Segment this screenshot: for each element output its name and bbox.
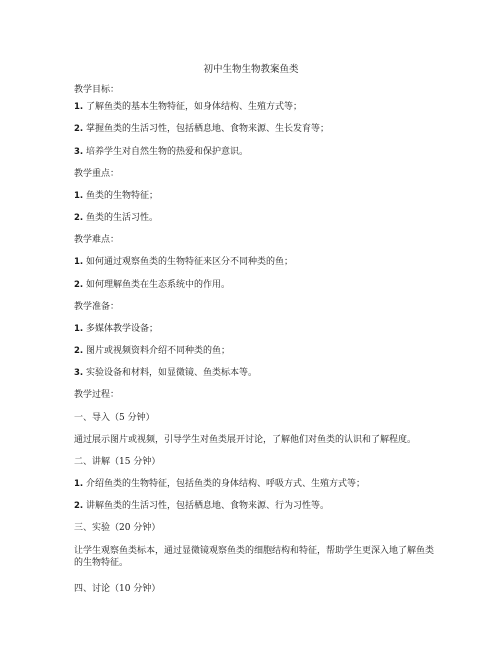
line-text: 实验设备和材料，如显微镜、鱼类标本等。 [83, 368, 258, 378]
line-lecture-2 [74, 500, 434, 512]
line-experiment-text [74, 545, 434, 569]
line-text: 三、实验（20 分钟） [74, 523, 161, 533]
line-objective-1 [74, 101, 434, 113]
line-text: 四、讨论（10 分钟） [74, 584, 161, 594]
line-section-discussion [74, 583, 434, 595]
line-number: 3. [74, 147, 84, 157]
line-text: 通过展示图片或视频，引导学生对鱼类展开讨论，了解他们对鱼类的认识和了解程度。 [74, 435, 417, 445]
line-text: 教学目标： [74, 85, 120, 95]
line-text: 二、讲解（15 分钟） [74, 457, 161, 467]
line-heading-process [74, 389, 434, 401]
line-text: 鱼类的生物特征； [83, 191, 159, 201]
line-number: 2. [74, 213, 84, 223]
line-section-lecture [74, 456, 434, 468]
line-difficulty-1 [74, 256, 434, 268]
line-number: 2. [74, 124, 84, 134]
document-title: 初中生物生物教案鱼类 [203, 64, 299, 75]
line-text: 如何通过观察鱼类的生物特征来区分不同种类的鱼； [83, 257, 294, 267]
line-text: 教学重点： [74, 169, 120, 179]
line-number: 1. [74, 324, 84, 334]
line-section-experiment [74, 522, 434, 534]
line-text: 培养学生对自然生物的热爱和保护意识。 [83, 147, 249, 157]
line-text: 教学难点： [74, 235, 120, 245]
line-text: 了解鱼类的基本生物特征，如身体结构、生殖方式等； [83, 102, 303, 112]
line-text: 鱼类的生活习性。 [83, 213, 159, 223]
line-text: 让学生观察鱼类标本，通过显微镜观察鱼类的细胞结构和特征，帮助学生更深入地了解鱼类的生物特征。 [74, 546, 435, 568]
line-heading-difficulties [74, 234, 434, 246]
line-text: 介绍鱼类的生物特征，包括鱼类的身体结构、呼吸方式、生殖方式等； [83, 479, 366, 489]
line-number: 2. [74, 346, 84, 356]
line-number: 2. [74, 280, 84, 290]
line-objective-2 [74, 123, 434, 135]
line-lecture-1 [74, 478, 434, 490]
line-text: 掌握鱼类的生活习性，包括栖息地、食物来源、生长发育等； [83, 124, 330, 134]
line-heading-preparation [74, 301, 434, 313]
line-text: 如何理解鱼类在生态系统中的作用。 [83, 280, 231, 290]
line-number: 1. [74, 257, 84, 267]
line-objective-3 [74, 146, 434, 158]
line-text: 图片或视频资料介绍不同种类的鱼； [83, 346, 231, 356]
line-section-intro [74, 412, 434, 424]
line-number: 2. [74, 501, 84, 511]
line-number: 1. [74, 479, 84, 489]
line-text: 一、导入（5 分钟） [74, 413, 155, 423]
line-text: 讲解鱼类的生活习性，包括栖息地、食物来源、行为习性等。 [83, 501, 330, 511]
line-heading-key-points [74, 168, 434, 180]
line-text: 多媒体教学设备； [83, 324, 159, 334]
line-text: 教学准备： [74, 302, 120, 312]
line-text: 教学过程： [74, 390, 120, 400]
line-number: 1. [74, 102, 84, 112]
line-intro-text [74, 434, 434, 446]
line-heading-objectives [74, 84, 434, 96]
line-number: 1. [74, 191, 84, 201]
line-key-point-2 [74, 212, 434, 224]
line-preparation-3 [74, 367, 434, 379]
line-key-point-1 [74, 190, 434, 202]
line-preparation-2 [74, 345, 434, 357]
line-number: 3. [74, 368, 84, 378]
line-preparation-1 [74, 323, 434, 335]
line-difficulty-2 [74, 279, 434, 291]
